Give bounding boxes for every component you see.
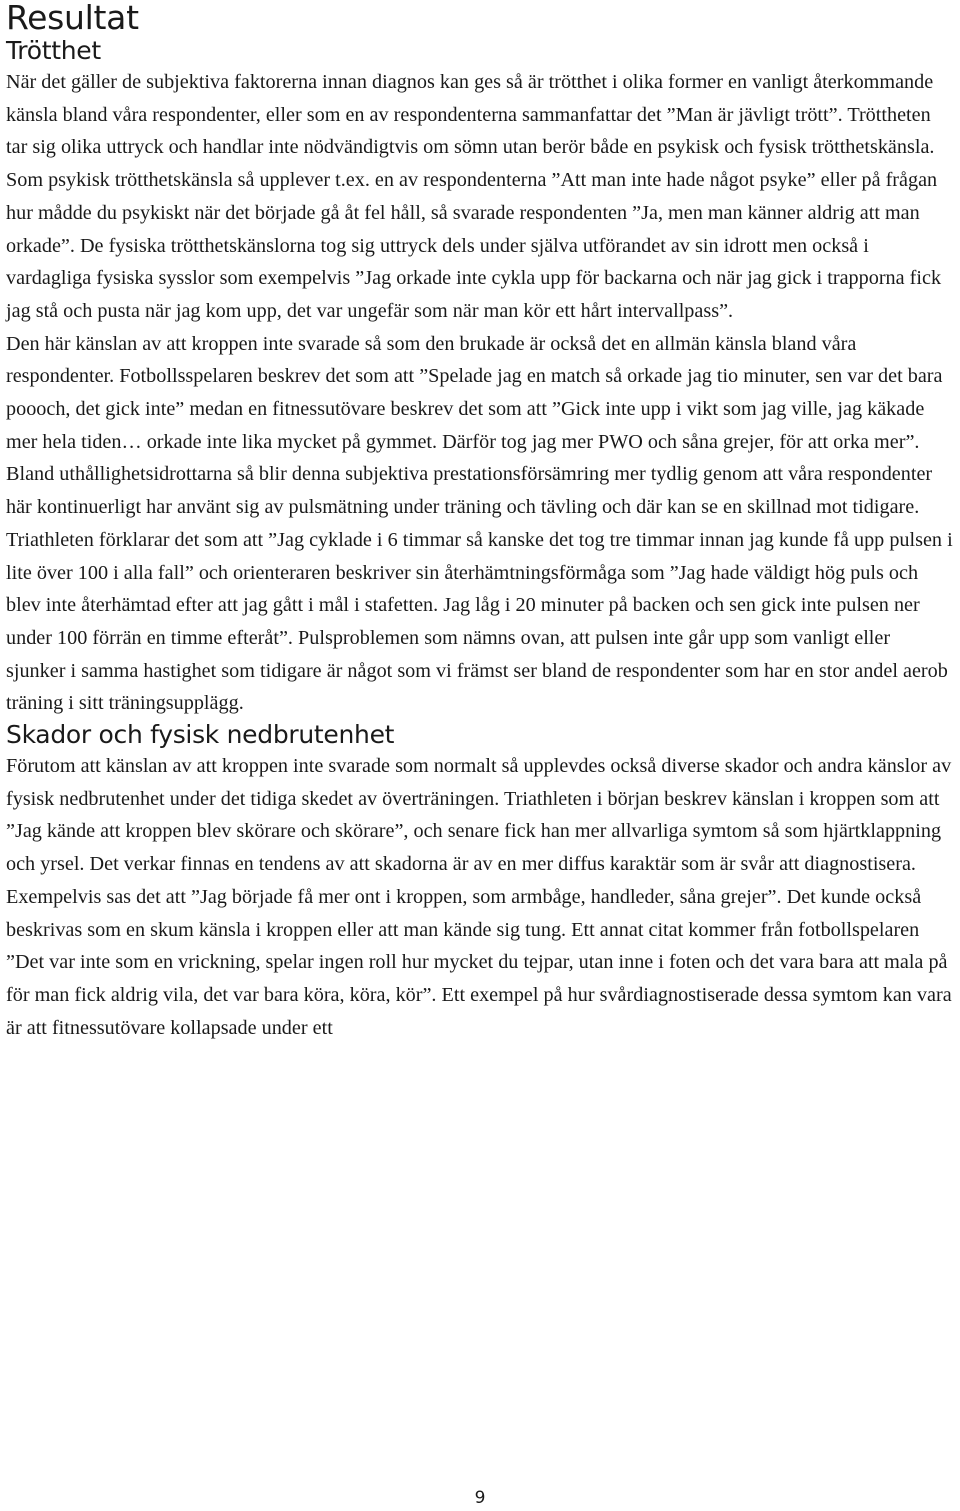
paragraph-trotthet-1: När det gäller de subjektiva faktorerna innan diagnos kan ges så är trötthet i olika former en vanligt återkommande känsla bland våra respondenter, eller som en av respondenterna sammanfattar det ”Man är jävligt trött”. Tröttheten tar sig olika uttryck och handlar inte nödvändigtvis om sömn utan berör både en psykisk och fysisk trötthetskänsla. Som psykisk trötthetskänsla så upplever t.ex. en av respondenterna ”Att man inte hade något psyke” eller på frågan hur mådde du psykiskt när det började gå åt fel håll, så svarade respondenten ”Ja, men man känner aldrig att man orkade”. De fysiska trötthetskänslorna tog sig uttryck dels under själva utförandet av sin idrott men också i vardagliga fysiska sysslor som exempelvis ”Jag orkade inte cykla upp för backarna och när jag gick i trapporna fick jag stå och pusta när jag kom upp, det var ungefär som när man kör ett hårt intervallpass”. bbox=[6, 71, 942, 322]
page-title: Resultat bbox=[6, 0, 139, 37]
paragraph-trotthet-2: Den här känslan av att kroppen inte svarade så som den brukade är också det en allmän känsla bland våra respondenter. Fotbollsspelaren beskrev det som att ”Spelade jag en match så orkade jag tio minuter, sen var det bara poooch, det gick inte” medan en fitnessutövare beskrev det som att ”Gick inte upp i vikt som jag ville, jag käkade mer hela tiden… orkade inte lika mycket på gymmet. Därför tog jag mer PWO och såna grejer, för att orka mer”. Bland uthållighetsidrottarna så blir denna subjektiva prestationsförsämring mer tydlig genom att våra respondenter här kontinuerligt har använt sig av pulsmätning under träning och tävling och där kan se en skillnad mot tidigare. Triathleten förklarar det som att ”Jag cyklade i 6 timmar så kanske det tog tre timmar innan jag kunde få upp pulsen i lite över 100 i alla fall” och orienteraren beskriver sin återhämtningsförmåga som ”Jag hade väldigt hög puls och blev inte återhämtad efter att jag gått i mål i stafetten. Jag låg i 20 minuter på backen och sen gick inte pulsen ner under 100 förrän en timme efteråt”. Pulsproblemen som nämns ovan, att pulsen inte går upp som vanligt eller sjunker i samma hastighet som tidigare är något som vi främst ser bland de respondenter som har en stor andel aerob träning i sitt träningsupplägg. bbox=[6, 332, 953, 715]
paragraph-skador-1: Förutom att känslan av att kroppen inte svarade som normalt så upplevdes också diverse skador och andra känslor av fysisk nedbrutenhet under det tidiga skedet av överträningen. Triathleten i början beskrev känslan i kroppen som att ”Jag kände att kroppen blev skörare och skörare”, och senare fick han mer allvarliga symtom så som hjärtklappning och yrsel. Det verkar finnas en tendens av att skadorna är av en mer diffus karaktär som är svår att diagnostisera. Exempelvis sas det att ”Jag började få mer ont i kroppen, som armbåge, handleder, såna grejer”. Det kunde också beskrivas som en skum känsla i kroppen eller att man kände sig tung. Ett annat citat kommer från fotbollspelaren ”Det var inte som en vrickning, spelar ingen roll hur mycket du tejpar, utan inne i foten och det vara bara att mala på för man fick aldrig vila, det var bara köra, köra, kör”. Ett exempel på hur svårdiagnostiserade dessa symtom kan vara är att fitnessutövare kollapsade under ett bbox=[6, 755, 952, 1039]
document-page bbox=[6, 0, 954, 1044]
section-heading-skador: Skador och fysisk nedbrutenhet bbox=[6, 720, 395, 750]
section-heading-trotthet: Trötthet bbox=[6, 36, 101, 65]
page-number: 9 bbox=[474, 1488, 486, 1508]
